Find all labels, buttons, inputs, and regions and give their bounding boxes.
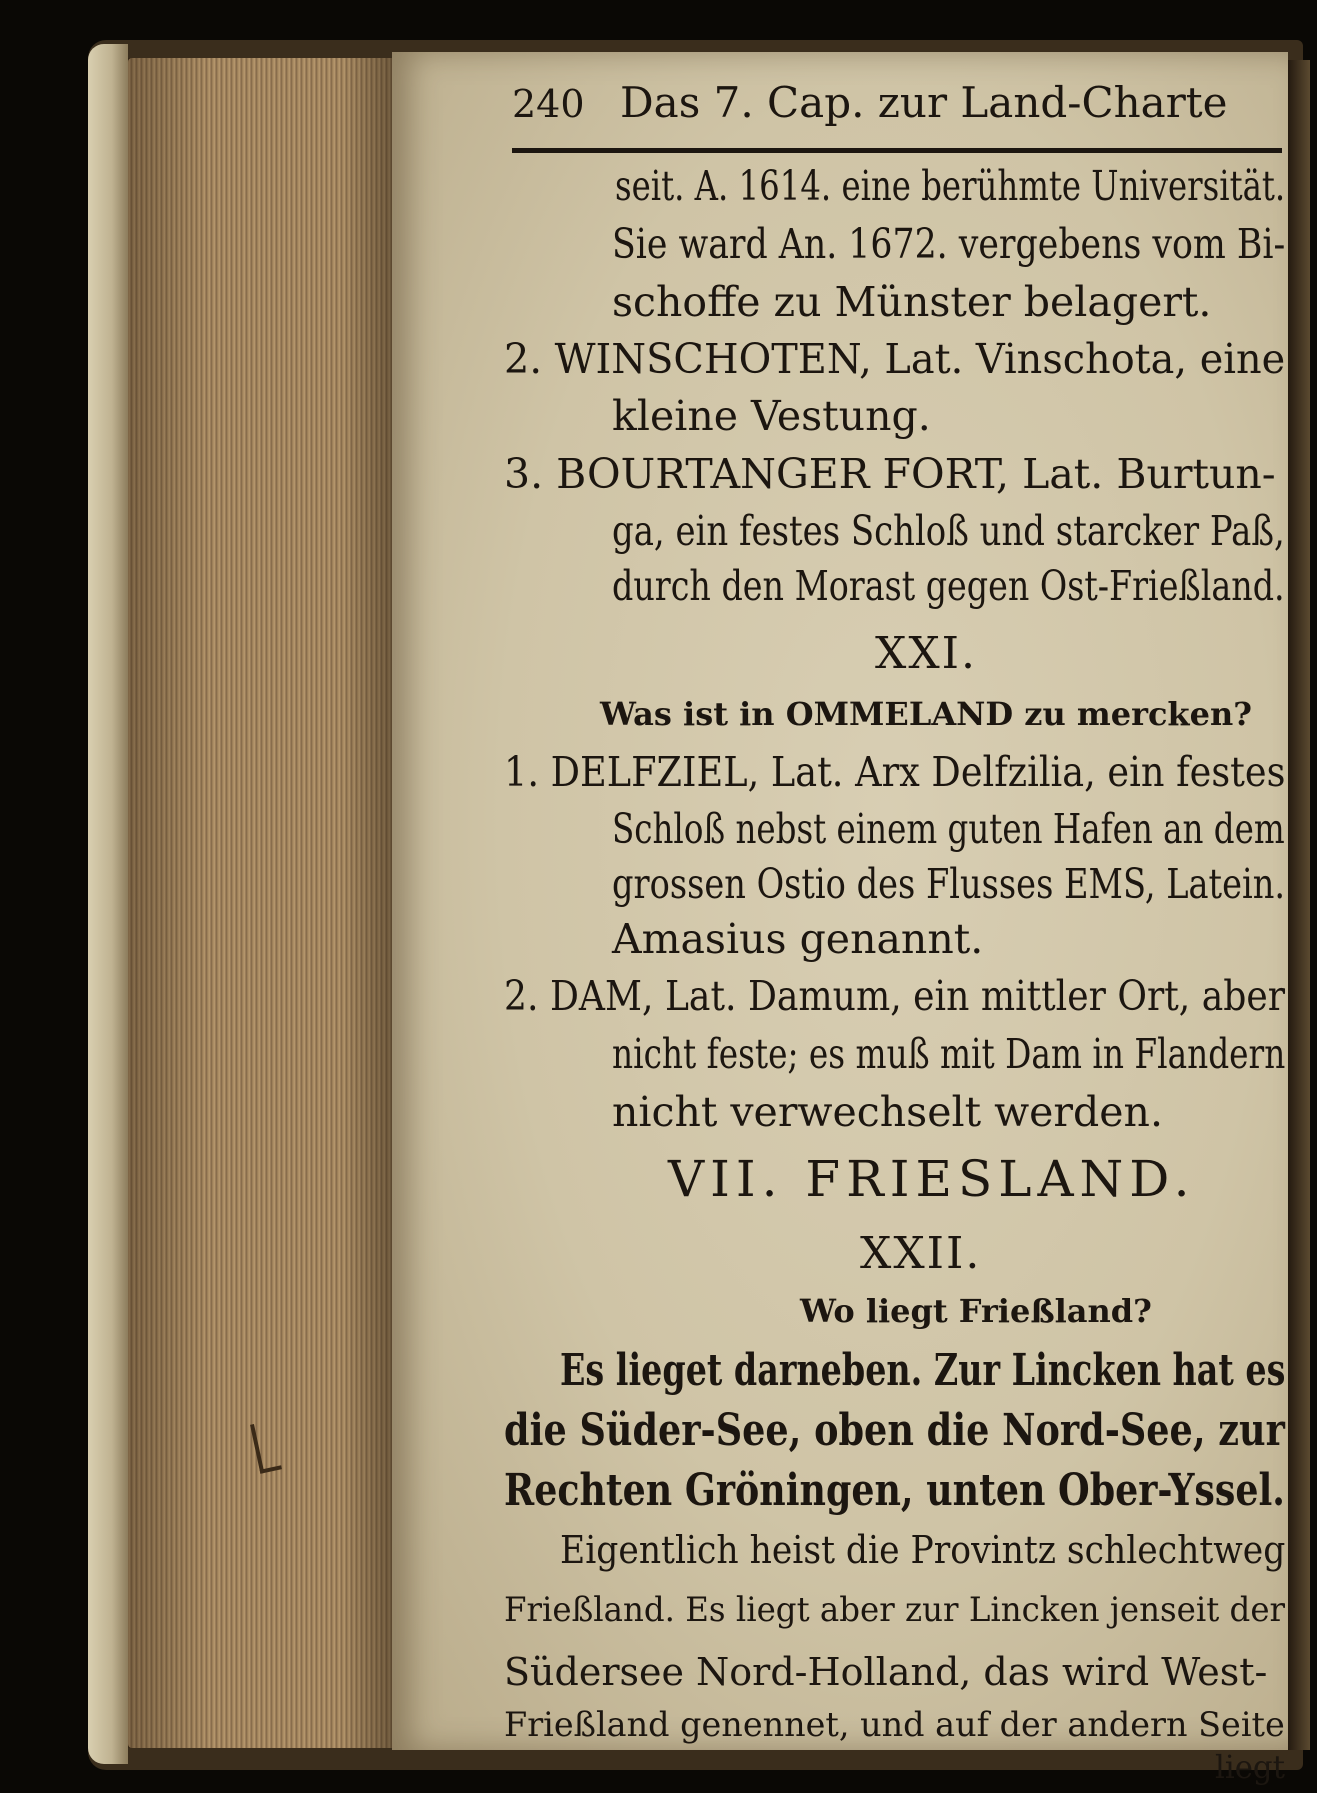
section-question: Was ist in OMMELAND zu mercken? (600, 695, 1252, 733)
text-line: Frießland. Es liegt aber zur Lincken jenseit der (504, 1590, 1286, 1630)
text-line: 3. BOURTANGER FORT, Lat. Burtun- (504, 450, 1276, 498)
section-question: Wo liegt Frießland? (800, 1292, 1152, 1330)
section-number: XXII. (860, 1228, 982, 1279)
text-line: Südersee Nord-Holland, das wird West- (504, 1650, 1268, 1694)
text-line: Schloß nebst einem guten Hafen an dem (612, 805, 1285, 853)
text-line: Rechten Gröningen, unten Ober-Yssel. (504, 1465, 1285, 1516)
text-line: schoffe zu Münster belagert. (612, 278, 1212, 326)
text-line: Sie ward An. 1672. vergebens vom Bi- (612, 220, 1286, 268)
section-number: XXI. (875, 628, 978, 679)
text-line: durch den Morast gegen Ost-Frießland. (612, 562, 1285, 610)
text-line: 2. DAM, Lat. Damum, ein mittler Ort, aber (504, 972, 1286, 1020)
header-rule (512, 148, 1282, 153)
text-line: seit. A. 1614. eine berühmte Universität. (615, 162, 1286, 210)
text-line: Frießland genennet, und auf der andern Seite (504, 1705, 1285, 1745)
text-line: ga, ein festes Schloß und starcker Paß, (612, 507, 1285, 555)
text-line: nicht feste; es muß mit Dam in Flandern (612, 1030, 1286, 1078)
text-line: nicht verwechselt werden. (612, 1088, 1163, 1136)
text-line: Es lieget darneben. Zur Lincken hat es (560, 1345, 1286, 1396)
running-title: Das 7. Cap. zur Land-Charte (620, 78, 1228, 127)
page-number: 240 (512, 82, 585, 126)
text-line: die Süder-See, oben die Nord-See, zur (504, 1405, 1285, 1456)
book-spine (88, 44, 128, 1764)
text-line: 1. DELFZIEL, Lat. Arx Delfzilia, ein festes (504, 748, 1286, 796)
gutter-shadow (1288, 60, 1310, 1750)
text-line: Amasius genannt. (612, 915, 984, 963)
chapter-heading: VII. FRIESLAND. (668, 1150, 1196, 1208)
text-line: 2. WINSCHOTEN, Lat. Vinschota, eine (504, 335, 1286, 383)
text-line: kleine Vestung. (612, 392, 931, 440)
text-line: Eigentlich heist die Provintz schlechtweg (560, 1528, 1286, 1572)
page-edges (128, 58, 396, 1748)
catchword: liegt (1215, 1748, 1285, 1786)
text-line: grossen Ostio des Flusses EMS, Latein. (612, 860, 1286, 908)
